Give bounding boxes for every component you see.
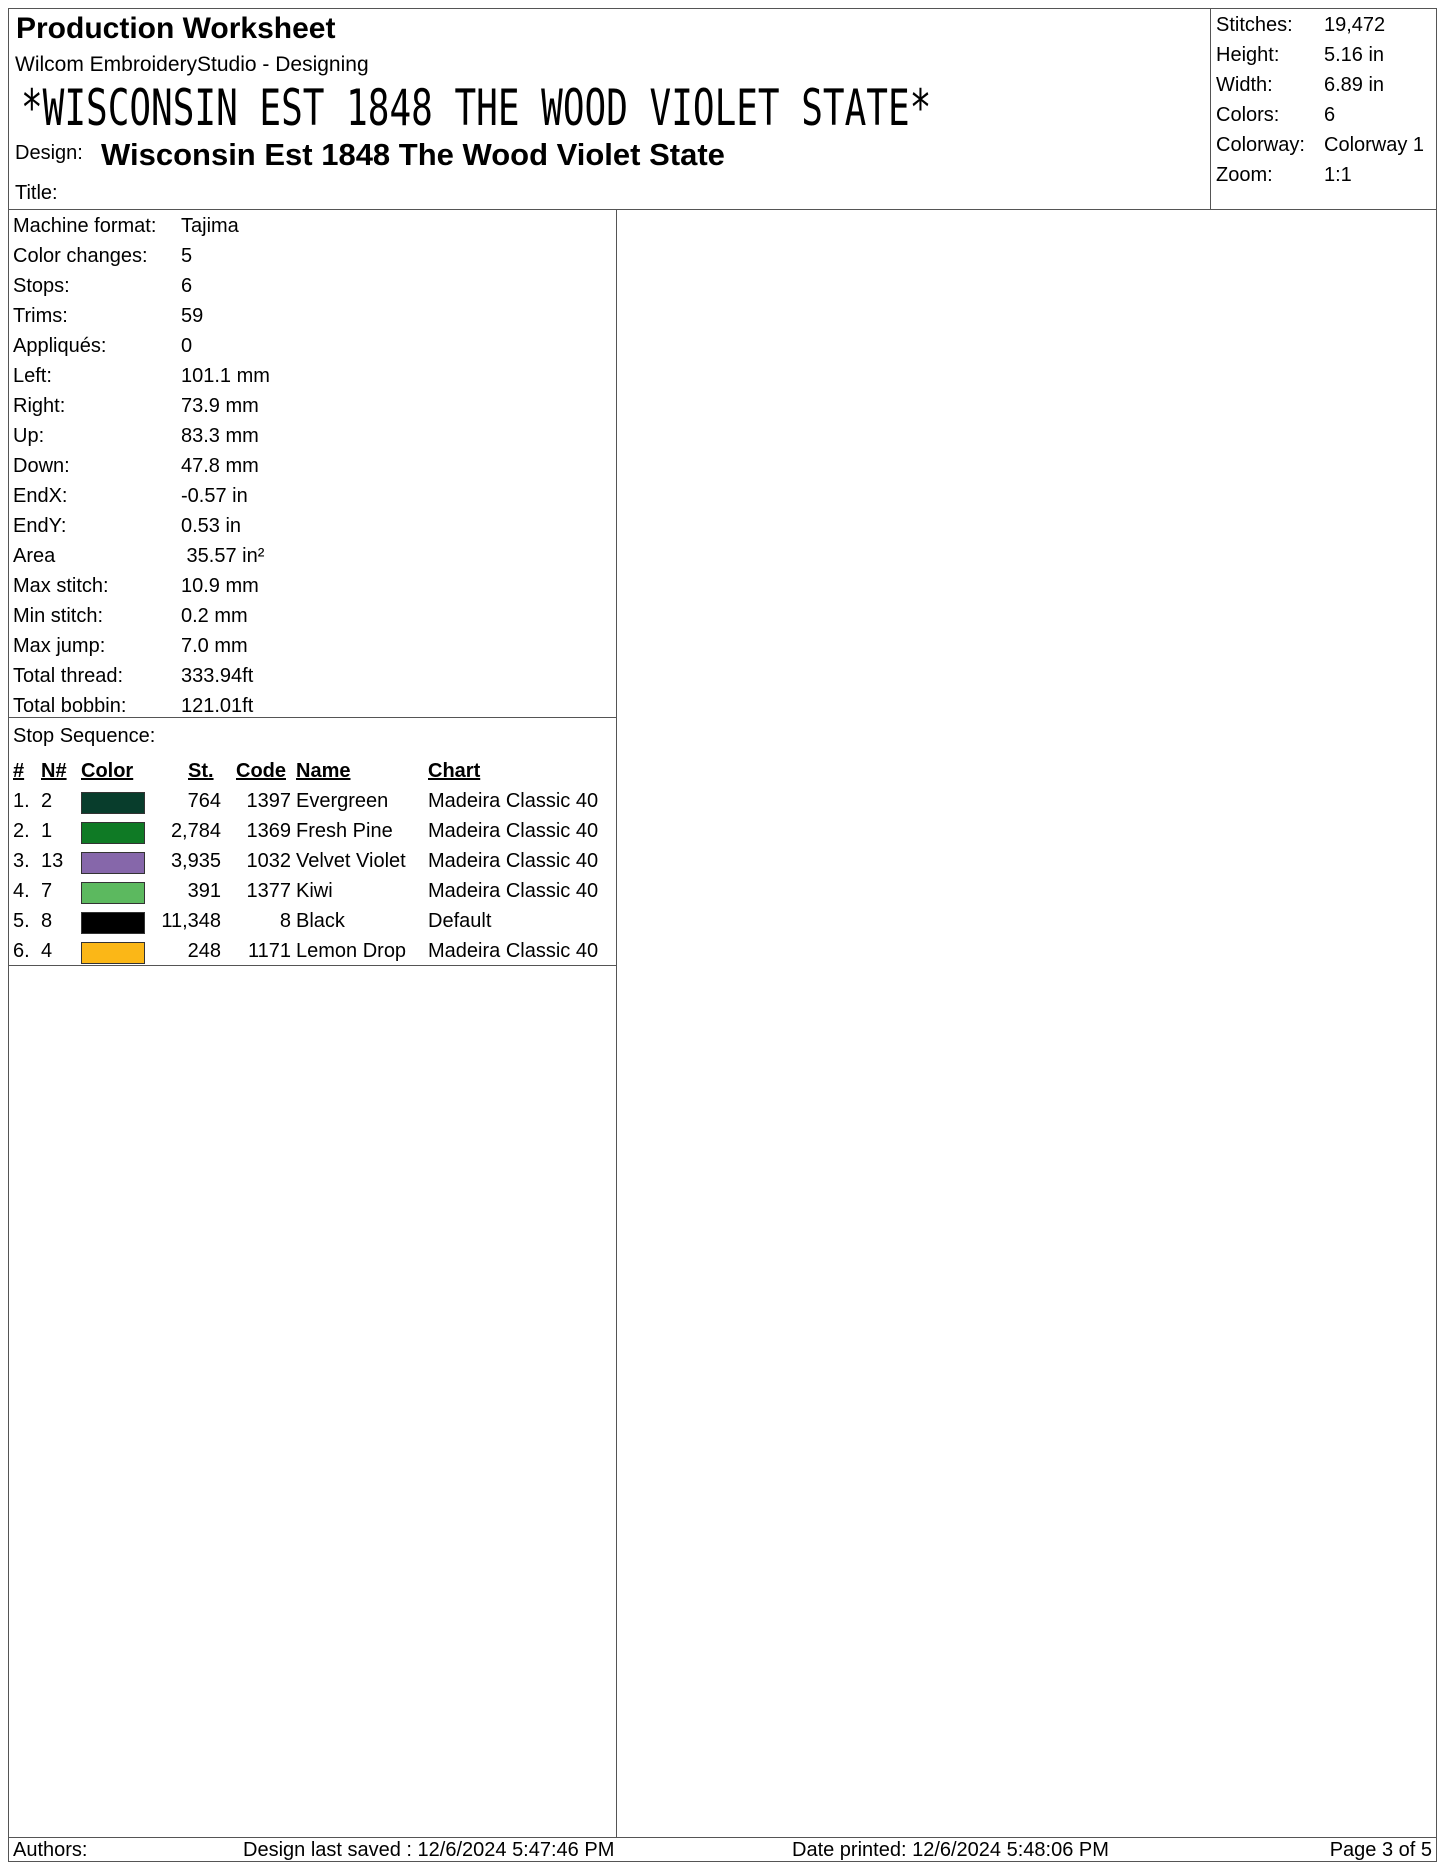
- needle-number: 7: [41, 880, 53, 902]
- row-number: 2.: [13, 820, 30, 842]
- thread-chart: Madeira Classic 40: [428, 820, 599, 842]
- info-row: [13, 331, 616, 361]
- worksheet-header: [9, 9, 1436, 210]
- summary-label: Zoom:: [1216, 163, 1273, 186]
- thread-name: Fresh Pine: [296, 820, 393, 842]
- info-row: [13, 571, 616, 601]
- info-row: [13, 601, 616, 631]
- summary-label: Colors:: [1216, 103, 1280, 126]
- info-value: 0: [181, 334, 193, 357]
- summary-label: Width:: [1216, 73, 1273, 96]
- info-row: [13, 451, 616, 481]
- design-name: Wisconsin Est 1848 The Wood Violet State: [101, 137, 725, 172]
- title-label: Title:: [15, 182, 58, 204]
- info-value: 59: [181, 304, 204, 327]
- thread-code: 1397: [246, 790, 291, 812]
- stitch-count: 248: [187, 940, 221, 962]
- application-name: Wilcom EmbroideryStudio - Designing: [15, 53, 369, 76]
- design-label: Design:: [15, 142, 83, 164]
- thread-code: 1377: [246, 880, 291, 902]
- info-label: Appliqués:: [13, 334, 107, 357]
- summary-value: Colorway 1: [1324, 133, 1425, 156]
- stitch-count: 11,348: [161, 910, 221, 932]
- needle-number: 1: [41, 820, 53, 842]
- row-number: 1.: [13, 790, 30, 812]
- summary-value: 5.16 in: [1324, 43, 1385, 66]
- info-label: Max jump:: [13, 634, 106, 657]
- thread-code: 1171: [247, 940, 291, 962]
- info-label: Trims:: [13, 304, 68, 327]
- info-row: [13, 211, 616, 241]
- summary-value: 1:1: [1324, 163, 1352, 186]
- stop-sequence-panel: [9, 718, 617, 966]
- thread-chart: Default: [428, 910, 492, 932]
- thread-chart: Madeira Classic 40: [428, 850, 599, 872]
- info-label: Max stitch:: [13, 574, 109, 597]
- thread-chart: Madeira Classic 40: [428, 940, 599, 962]
- stitch-count: 3,935: [170, 850, 221, 872]
- thread-chart: Madeira Classic 40: [428, 790, 599, 812]
- stop-sequence-title: Stop Sequence:: [13, 725, 156, 747]
- info-label: Down:: [13, 454, 70, 477]
- worksheet-footer: [9, 1837, 1436, 1862]
- thread-name: Black: [296, 910, 345, 932]
- info-row: [13, 481, 616, 511]
- summary-value: 6: [1324, 103, 1336, 126]
- info-value: Tajima: [181, 214, 239, 237]
- needle-number: 2: [41, 790, 53, 812]
- info-label: Color changes:: [13, 244, 148, 267]
- thread-name: Kiwi: [296, 880, 333, 902]
- row-number: 3.: [13, 850, 30, 872]
- info-value: 73.9 mm: [181, 394, 259, 417]
- header-color: Color: [81, 760, 134, 782]
- summary-value: 6.89 in: [1324, 73, 1385, 96]
- thread-code: 8: [279, 910, 291, 932]
- header-name: Name: [296, 760, 351, 782]
- info-label: Machine format:: [13, 214, 157, 237]
- footer-authors: Authors:: [13, 1839, 88, 1861]
- info-row: [13, 421, 616, 451]
- info-row: [13, 301, 616, 331]
- thread-name: Evergreen: [296, 790, 389, 812]
- summary-row-height: [1216, 40, 1436, 70]
- info-value: 6: [181, 274, 193, 297]
- info-value: 333.94ft: [181, 664, 254, 687]
- row-number: 4.: [13, 880, 30, 902]
- summary-row-zoom: [1216, 160, 1436, 190]
- summary-label: Height:: [1216, 43, 1280, 66]
- thread-name: Lemon Drop: [296, 940, 407, 962]
- info-row: [13, 631, 616, 661]
- row-number: 6.: [13, 940, 30, 962]
- info-label: Up:: [13, 424, 45, 447]
- info-row: [13, 661, 616, 691]
- thread-code: 1369: [246, 820, 291, 842]
- info-value: 83.3 mm: [181, 424, 259, 447]
- document-title: Production Worksheet: [16, 12, 336, 45]
- footer-last-saved: Design last saved : 12/6/2024 5:47:46 PM: [243, 1839, 615, 1861]
- info-row: [13, 541, 616, 571]
- info-label: Right:: [13, 394, 66, 417]
- stitch-count: 2,784: [170, 820, 221, 842]
- info-value: 101.1 mm: [181, 364, 270, 387]
- info-value: 5: [181, 244, 193, 267]
- needle-number: 4: [41, 940, 53, 962]
- blank-left-panel: [9, 966, 617, 1837]
- info-row: [13, 391, 616, 421]
- info-value: 0.2 mm: [181, 604, 248, 627]
- info-row: [13, 361, 616, 391]
- summary-label: Stitches:: [1216, 13, 1293, 36]
- info-value: 10.9 mm: [181, 574, 259, 597]
- info-value: 121.01ft: [181, 694, 254, 717]
- footer-page-number: Page 3 of 5: [1329, 1839, 1432, 1861]
- info-row: [13, 691, 616, 721]
- design-lettering-preview: *WISCONSIN EST 1848 THE WOOD VIOLET STATE*: [21, 79, 932, 137]
- info-value: 47.8 mm: [181, 454, 259, 477]
- summary-value: 19,472: [1324, 13, 1386, 36]
- info-row: [13, 271, 616, 301]
- header-title-block: [9, 9, 1210, 209]
- info-label: Left:: [13, 364, 52, 387]
- info-label: Area: [13, 544, 56, 567]
- production-worksheet: [8, 8, 1437, 1862]
- thread-name: Velvet Violet: [296, 850, 406, 872]
- info-value: 0.53 in: [181, 514, 242, 537]
- summary-label: Colorway:: [1216, 133, 1305, 156]
- info-label: Stops:: [13, 274, 70, 297]
- header-code: Code: [236, 760, 286, 782]
- design-preview-area: [617, 210, 1436, 1837]
- info-row: [13, 241, 616, 271]
- summary-row-colors: [1216, 100, 1436, 130]
- needle-number: 13: [41, 850, 64, 872]
- info-label: Min stitch:: [13, 604, 104, 627]
- info-value: 7.0 mm: [181, 634, 248, 657]
- needle-number: 8: [41, 910, 53, 932]
- summary-row-colorway: [1216, 130, 1436, 160]
- info-row: [13, 511, 616, 541]
- machine-info-panel: [9, 210, 617, 718]
- header-num: #: [13, 760, 25, 782]
- info-label: EndX:: [13, 484, 68, 507]
- header-chart: Chart: [428, 760, 481, 782]
- design-summary: [1210, 9, 1436, 209]
- info-value: -0.57 in: [181, 484, 248, 507]
- summary-row-width: [1216, 70, 1436, 100]
- thread-code: 1032: [246, 850, 291, 872]
- stitch-count: 764: [187, 790, 221, 812]
- stitch-count: 391: [187, 880, 221, 902]
- info-label: Total thread:: [13, 664, 124, 687]
- info-value: 35.57 in²: [181, 544, 265, 567]
- footer-date-printed: Date printed: 12/6/2024 5:48:06 PM: [792, 1839, 1109, 1861]
- info-label: Total bobbin:: [13, 694, 127, 717]
- thread-chart: Madeira Classic 40: [428, 880, 599, 902]
- header-stitches: St.: [188, 760, 214, 782]
- row-number: 5.: [13, 910, 30, 932]
- info-label: EndY:: [13, 514, 67, 537]
- header-needle: N#: [41, 760, 67, 782]
- summary-row-stitches: [1216, 10, 1436, 40]
